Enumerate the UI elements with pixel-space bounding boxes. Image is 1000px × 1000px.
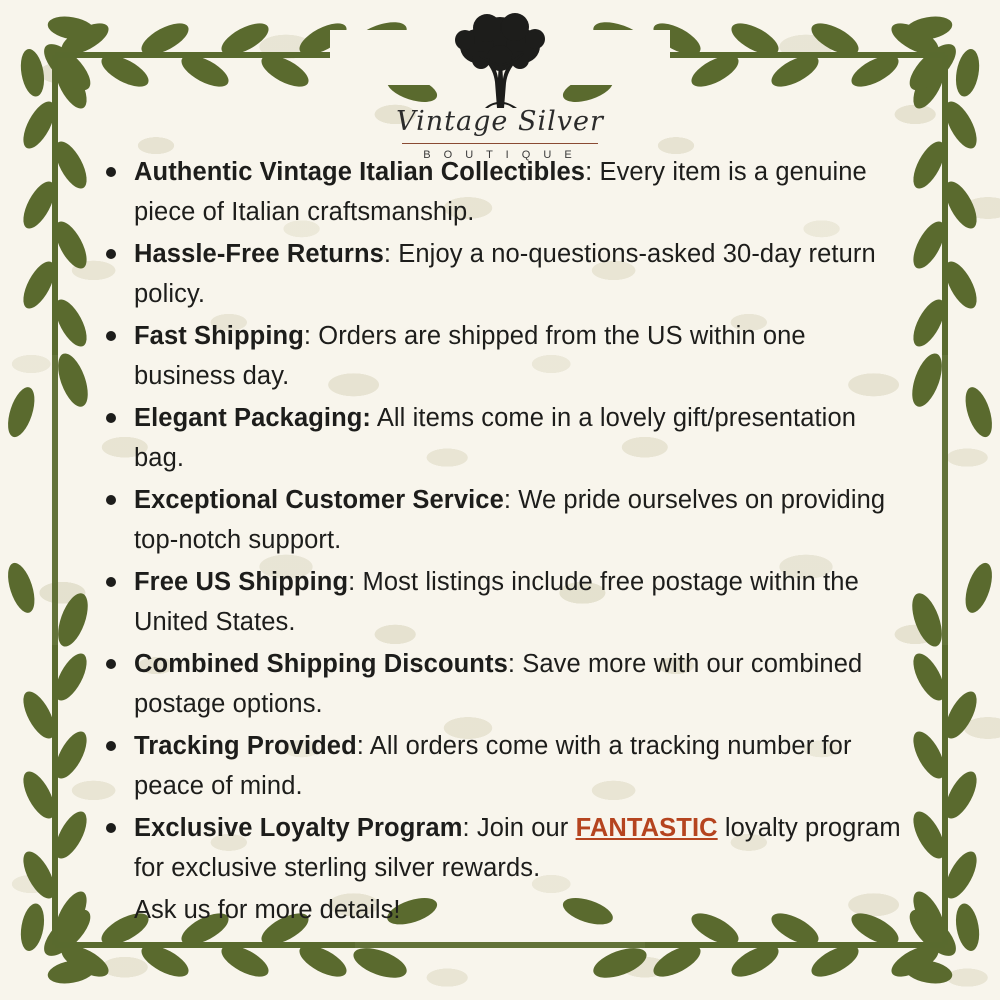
benefit-description-before: Join our — [476, 814, 576, 842]
benefit-separator: : — [356, 732, 370, 760]
bullet-icon — [106, 495, 116, 505]
bullet-icon — [106, 577, 116, 587]
bullet-icon — [106, 741, 116, 751]
bullet-icon — [106, 659, 116, 669]
benefit-item — [92, 398, 912, 478]
bullet-icon — [106, 413, 116, 423]
bullet-icon — [106, 249, 116, 259]
benefit-separator: : — [585, 158, 600, 186]
benefit-item — [92, 316, 912, 396]
brand-divider — [402, 143, 598, 144]
benefit-item — [92, 562, 912, 642]
benefit-description: We pride ourselves on providing top-notch support. — [134, 486, 886, 554]
benefit-separator: : — [507, 650, 523, 678]
benefits-list — [92, 152, 912, 888]
benefit-description: Most listings include free postage within the United States. — [134, 568, 859, 636]
brand-name: Vintage Silver — [396, 106, 604, 137]
benefit-item — [92, 152, 912, 232]
bullet-icon — [106, 823, 116, 833]
benefit-term: Exceptional Customer Service — [134, 486, 504, 514]
brand-subtitle: B O U T I Q U E — [423, 149, 577, 161]
benefit-separator: : — [303, 322, 319, 350]
benefit-description: All orders come with a tracking number for peace of mind. — [134, 732, 852, 800]
tree-icon — [425, 10, 575, 110]
bullet-icon — [106, 167, 116, 177]
benefit-description: Enjoy a no-questions-asked 30-day return policy. — [134, 240, 876, 308]
brand-logo — [0, 10, 1000, 165]
benefit-term: Elegant Packaging: — [134, 404, 372, 432]
closing-line: Ask us for more details! — [134, 896, 401, 924]
benefit-term: Combined Shipping Discounts — [134, 650, 508, 678]
benefit-description: Every item is a genuine piece of Italian craftsmanship. — [134, 158, 867, 226]
bullet-icon — [106, 331, 116, 341]
benefit-description-after: loyalty program for exclusive sterling silver rewards. — [134, 814, 901, 882]
benefit-description: Orders are shipped from the US within one business day. — [134, 322, 806, 390]
benefit-item — [92, 726, 912, 806]
benefit-term: Authentic Vintage Italian Collectibles — [134, 158, 586, 186]
benefit-item — [92, 644, 912, 724]
benefit-item — [92, 480, 912, 560]
benefit-separator: : — [383, 240, 399, 268]
benefit-separator: : — [503, 486, 519, 514]
benefit-item — [92, 808, 912, 888]
benefit-item — [92, 234, 912, 314]
benefits-section — [92, 152, 912, 930]
benefit-term: Fast Shipping — [134, 322, 304, 350]
benefit-term: Free US Shipping — [134, 568, 349, 596]
benefit-description: Save more with our combined postage options. — [134, 650, 863, 718]
benefit-term: Hassle-Free Returns — [134, 240, 384, 268]
benefit-term: Exclusive Loyalty Program — [134, 814, 463, 842]
benefit-term: Tracking Provided — [134, 732, 357, 760]
benefit-description: All items come in a lovely gift/presentation bag. — [134, 404, 857, 472]
benefit-separator: : — [348, 568, 363, 596]
benefit-separator: : — [462, 814, 477, 842]
benefit-highlight: FANTASTIC — [575, 814, 718, 842]
